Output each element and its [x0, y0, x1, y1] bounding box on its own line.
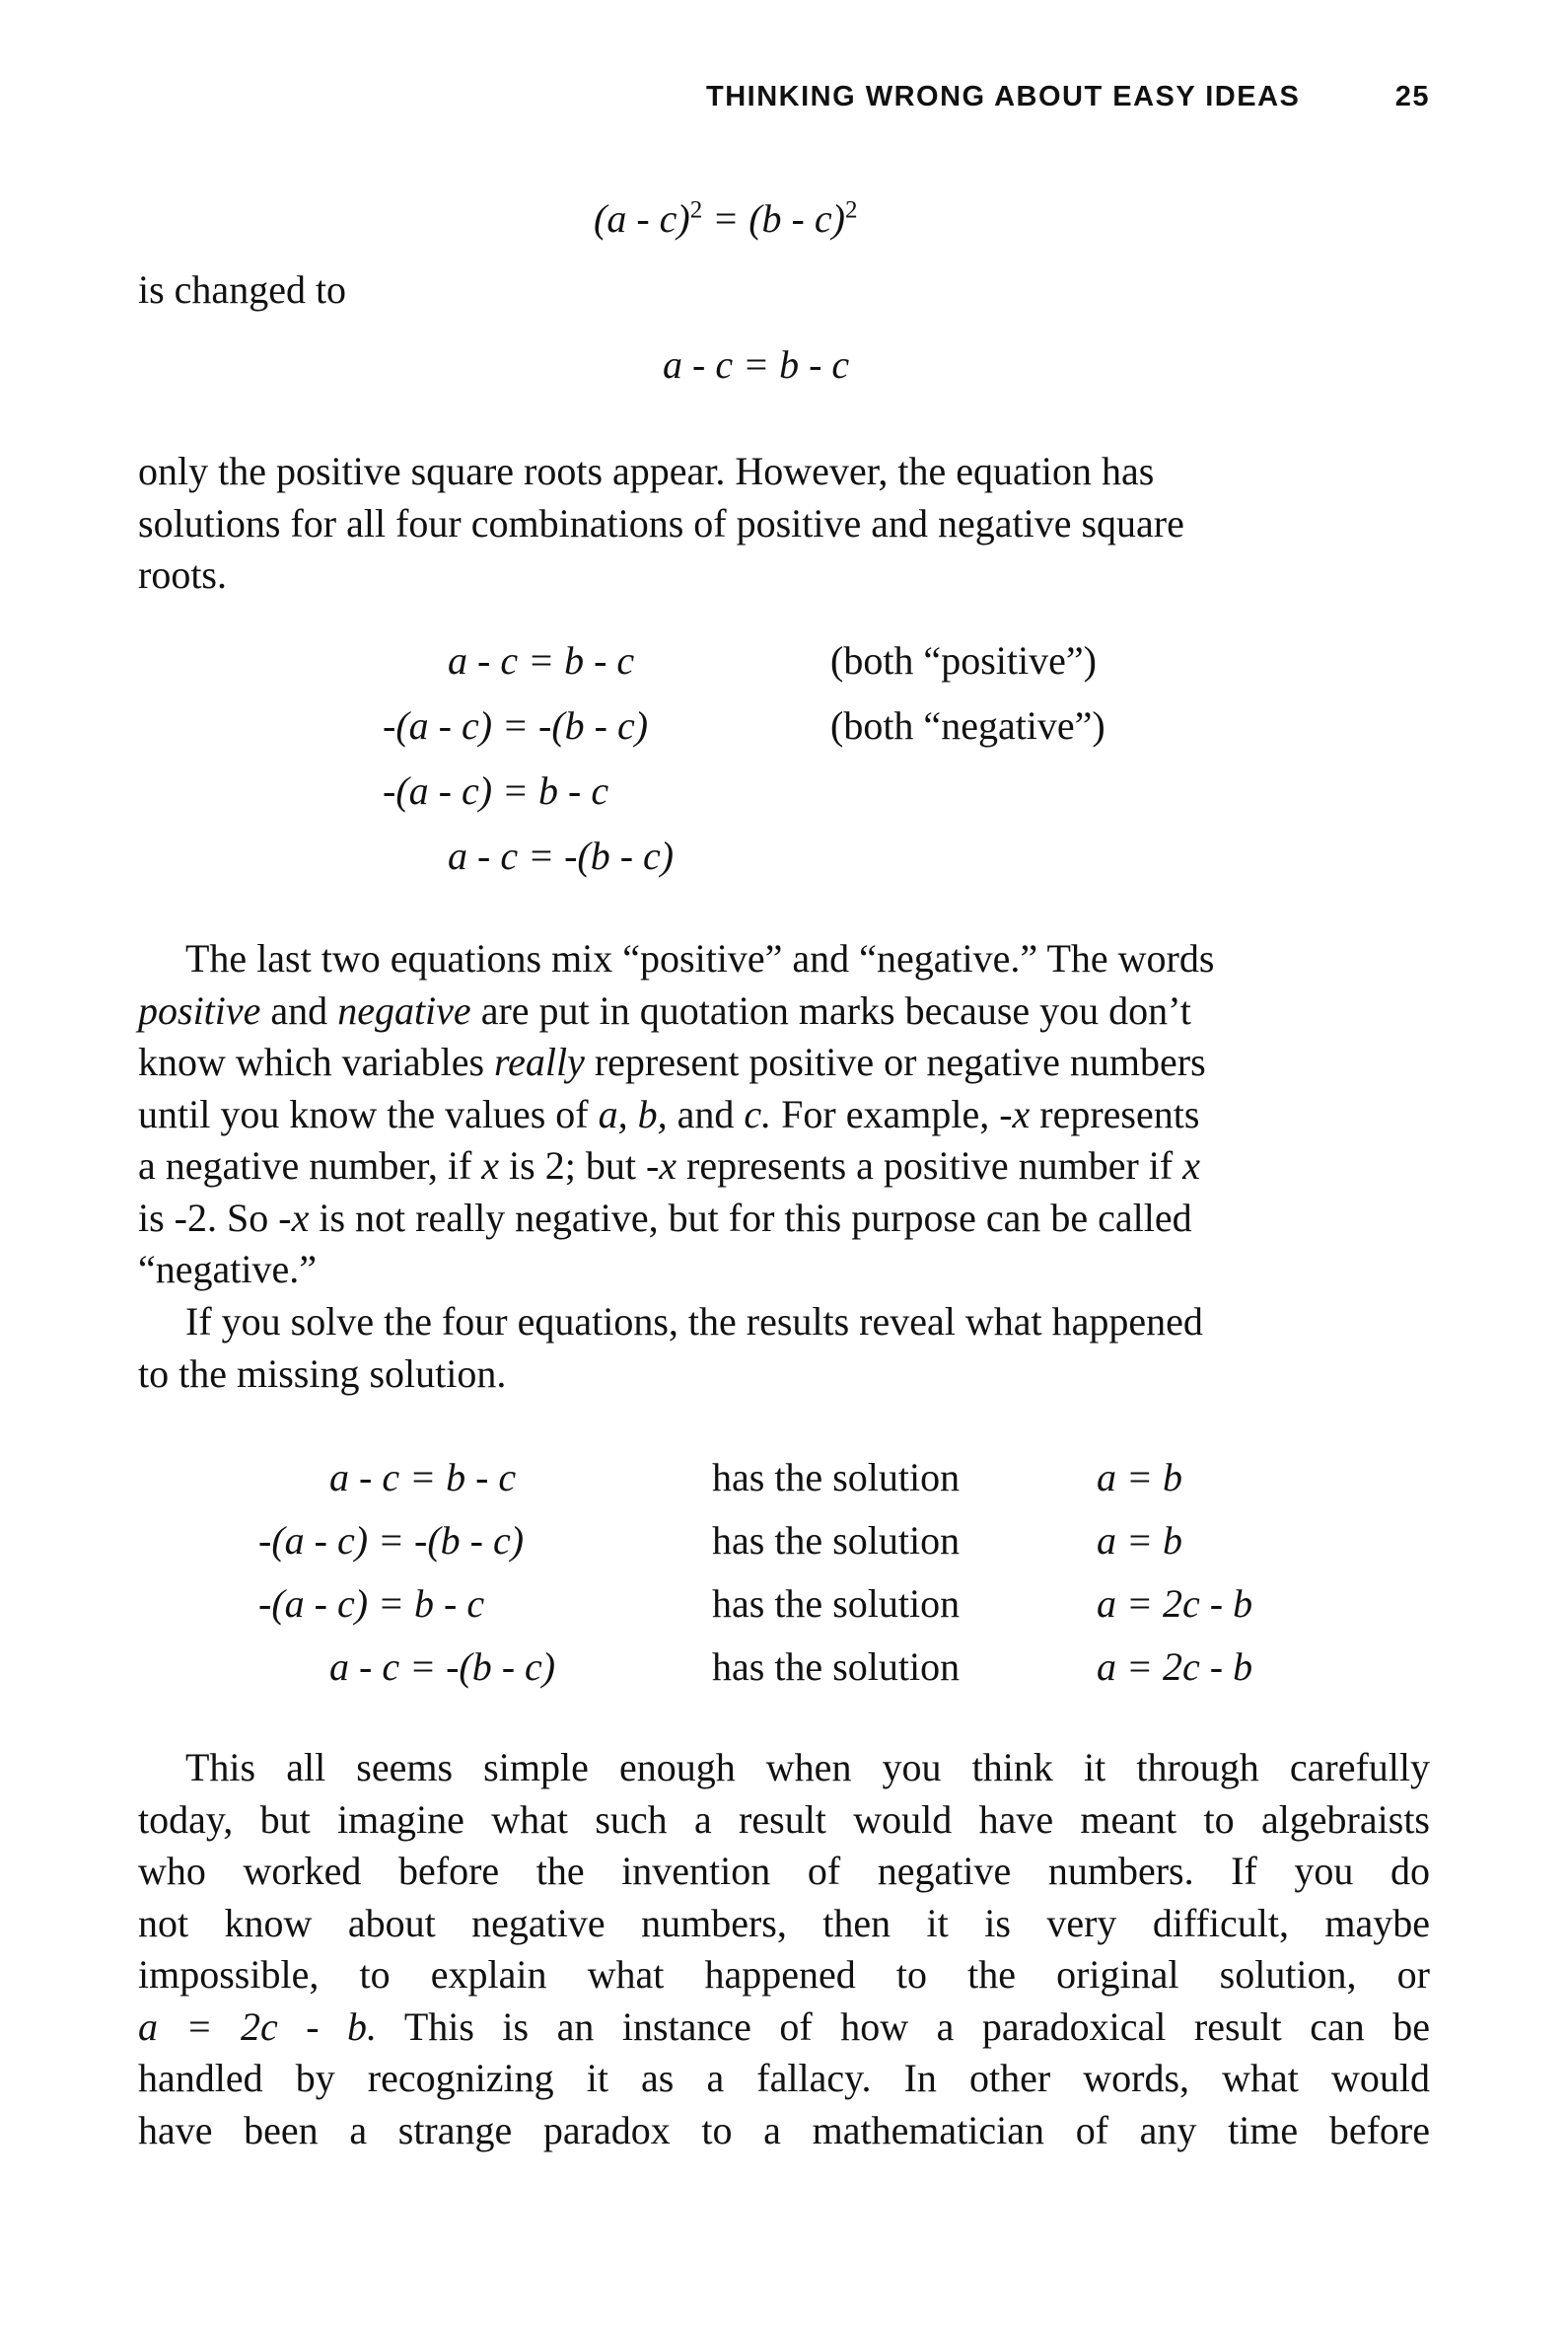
combo-eq-3: -(a - c) = b - c — [383, 768, 609, 813]
text-is-changed-to: is changed to — [138, 267, 347, 312]
paragraph-3: If you solve the four equations, the results reveal what happened to the missing solution. — [138, 1299, 1203, 1396]
running-title: THINKING WRONG ABOUT EASY IDEAS — [706, 81, 1301, 112]
solution-label-3: has the solution — [712, 1581, 961, 1626]
paragraph-2: The last two equations mix “positive” and “negative.” The words positive and negative are put in quotation marks because you don’t know which variables really represent positive or negative numbers until you know the values of a, b, and c. For example, -x represents a negative number, if x is 2; but -x represents a positive number if x is -2. So -x is not really negative, but for this purpose can be called “negative.” — [138, 936, 1215, 1291]
solution-result-4: a = 2c - b — [1097, 1644, 1253, 1689]
combo-eq-1: a - c = b - c — [448, 638, 635, 683]
equation-changed: a - c = b - c — [663, 342, 850, 387]
solution-eq-1: a - c = b - c — [329, 1455, 517, 1499]
paragraph-4: This all seems simple enough when you think it through carefully today, but imagine what such a result would have meant to algebraists who worked before the invention of negative numbers. If you do not know about negative numbers, then it is very difficult, maybe impossible, to explain what happened to the original solution, or a = 2c - b. This is an instance of how a paradoxical result can be handled by recognizing it as a fallacy. In other words, what would have been a strange paradox to a mathematician of any time before — [138, 1745, 1430, 2152]
paragraph-1: only the positive square roots appear. However, the equation has solutions for all four combinations of positive and negative square roots. — [138, 449, 1184, 597]
solution-eq-2: -(a - c) = -(b - c) — [258, 1518, 525, 1563]
solution-result-1: a = b — [1097, 1455, 1182, 1499]
solution-eq-3: -(a - c) = b - c — [258, 1581, 485, 1626]
page-number: 25 — [1394, 81, 1430, 112]
combo-note-2: (both “negative”) — [830, 703, 1105, 748]
solution-result-2: a = b — [1097, 1518, 1182, 1563]
solution-result-3: a = 2c - b — [1097, 1581, 1253, 1626]
solution-label-2: has the solution — [712, 1518, 961, 1563]
combo-note-1: (both “positive”) — [830, 638, 1097, 683]
solution-eq-4: a - c = -(b - c) — [329, 1644, 556, 1689]
solution-label-1: has the solution — [712, 1455, 961, 1499]
combo-eq-2: -(a - c) = -(b - c) — [383, 703, 649, 748]
combo-eq-4: a - c = -(b - c) — [448, 834, 675, 878]
equation-squared: (a - c)$^2$ = (b - c)$^2$ — [594, 196, 858, 241]
running-header — [706, 81, 1430, 113]
solution-label-4: has the solution — [712, 1644, 961, 1689]
